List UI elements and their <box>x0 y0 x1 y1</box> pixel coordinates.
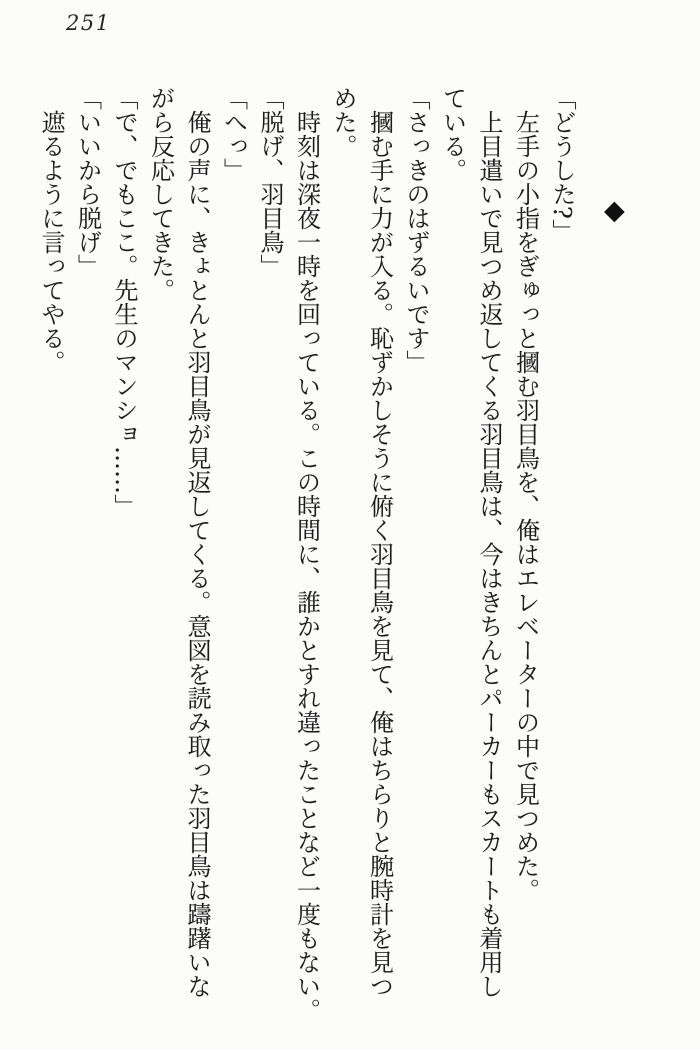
text-line: 「どうした?」 <box>548 86 576 243</box>
page-number: 251 <box>66 11 111 35</box>
text-line: 左手の小指をぎゅっと摑む羽目鳥を、俺はエレベーターの中で見つめた。 <box>511 110 540 902</box>
scene-break-diamond-icon: ◆ <box>604 195 625 226</box>
text-line: 摑む手に力が入る。恥ずかしそうに俯く羽目鳥を見て、俺はちらりと腕時計を見つ <box>365 110 394 998</box>
text-line: 「いいから脱げ」 <box>73 86 102 278</box>
text-line: 「で、でもここ。先生のマンショ……」 <box>110 86 138 518</box>
text-line: がら反応してきた。 <box>146 86 175 302</box>
text-line: 俺の声に、きょとんと羽目鳥が見返してくる。意図を読み取った羽目鳥は躊躇いな <box>183 110 211 998</box>
vertical-text-block <box>33 86 581 1044</box>
text-line: 「へっ」 <box>219 86 248 182</box>
text-line: めた。 <box>329 86 357 158</box>
text-line: 上目遣いで見つめ返してくる羽目鳥は、今はきちんとパーカーもスカートも着用し <box>475 110 503 998</box>
text-line: 時刻は深夜一時を回っている。この時間に、誰かとすれ違ったことなど一度もない。 <box>292 110 321 1022</box>
text-line: ている。 <box>438 86 467 182</box>
text-line: 「さっきのはずるいです」 <box>402 86 430 374</box>
text-line: 遮るように言ってやる。 <box>37 110 65 374</box>
text-line: 「脱げ、羽目鳥」 <box>256 86 284 278</box>
